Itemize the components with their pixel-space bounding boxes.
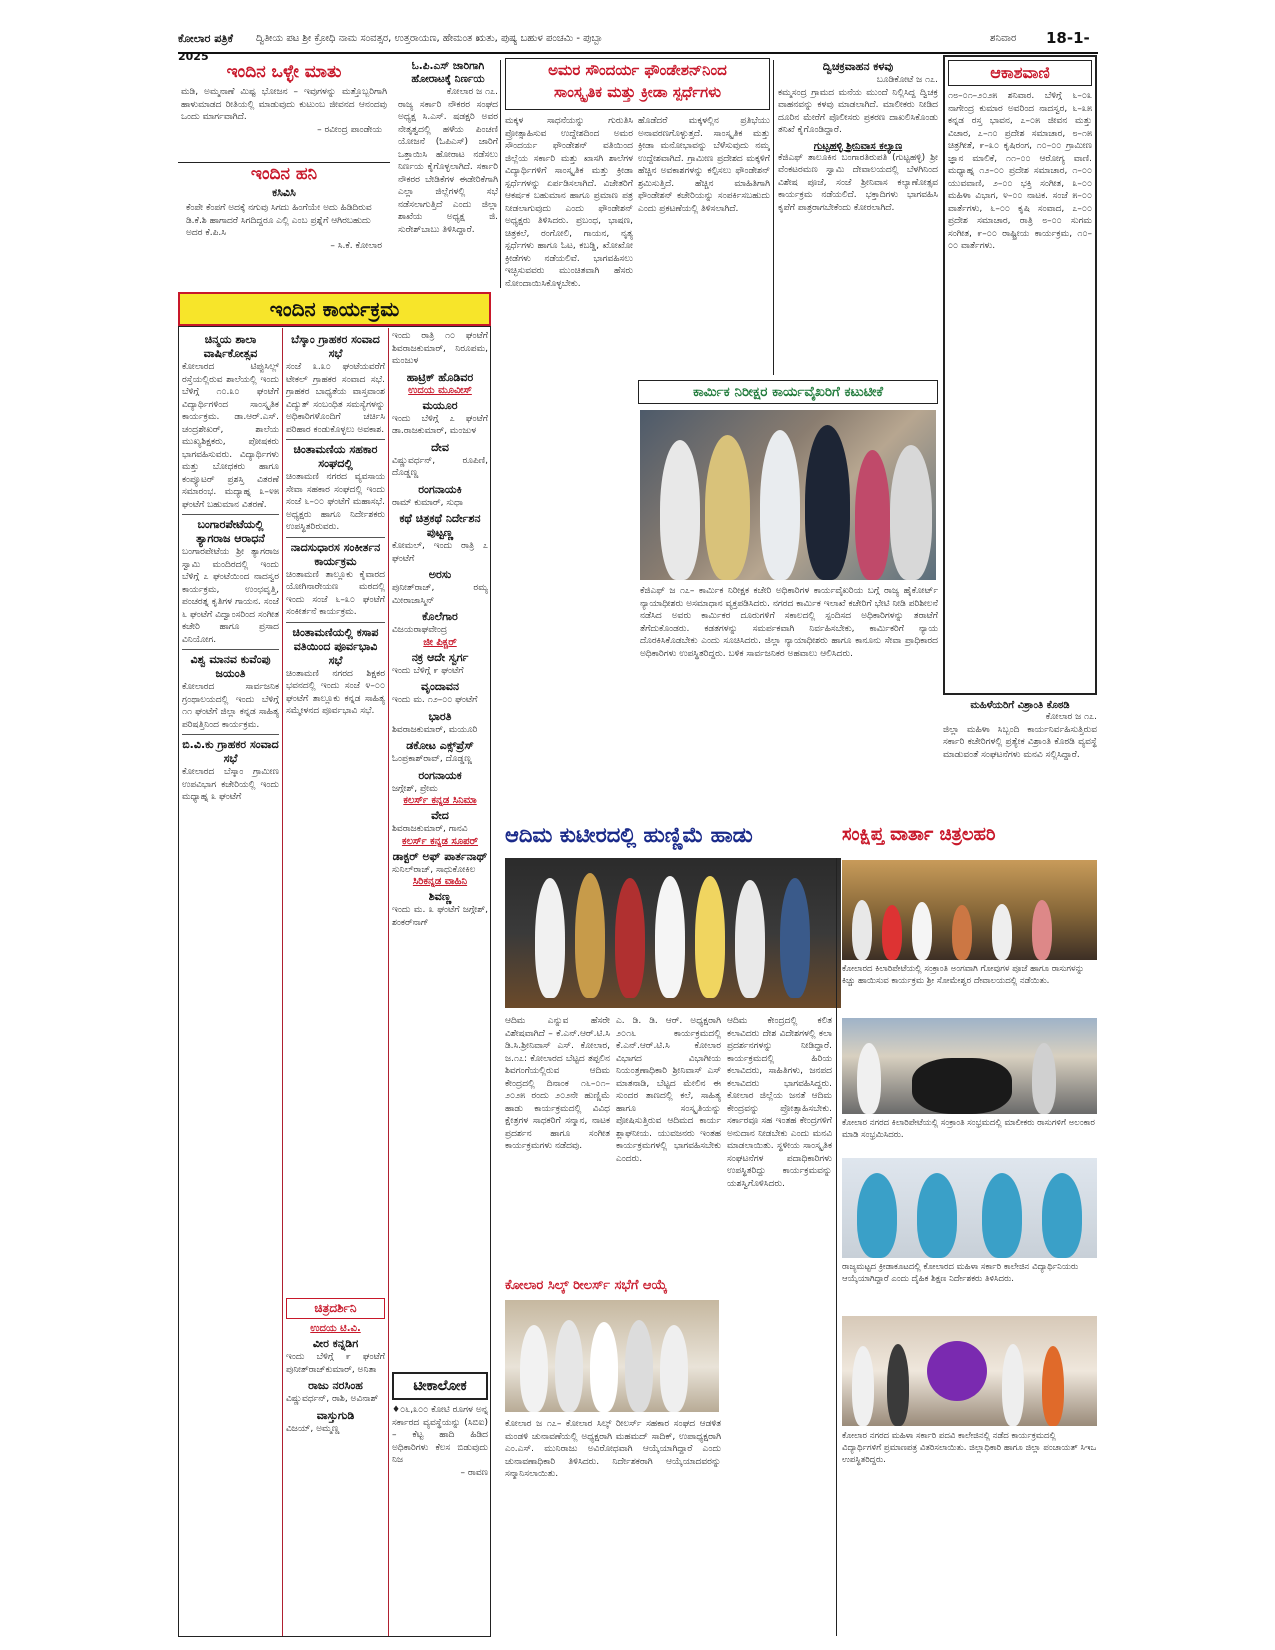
program-col-1	[182, 330, 279, 1632]
channel-label: ಉದಯ ಮೂವೀಸ್	[408, 384, 472, 396]
movie-details: ಜಗ್ಗೇಶ್, ಪ್ರೇಮ	[392, 783, 438, 794]
movie-title: ಅರಸು	[428, 568, 452, 581]
day-label: ಶನಿವಾರ	[990, 33, 1017, 44]
program-item-text: ಚಿಂತಾಮಣಿ ನಗರದ ವ್ಯವಸಾಯ ಸೇವಾ ಸಹಕಾರ ಸಂಘದಲ್ಲಿ ಇಂದು ಸಂಜೆ ೬–೦೦ ಘಂಟೆಗೆ ಮಹಾಸಭೆ. ಅಧ್ಯಕ್ಷರು ಹಾಗೂ ನಿರ್ದೇಶಕರು ಉಪಸ್ಥಿತರಿರುವರು.	[286, 472, 385, 532]
movie-title: ಮಯೂರ	[422, 398, 458, 412]
channel-label: ಉದಯ ಟಿ.ವಿ.	[310, 1323, 361, 1334]
radio-title: ಆಕಾಶವಾಣಿ	[948, 60, 1092, 86]
program-item-title: ಚಿಂತಾಮಣಿಯಲ್ಲಿ ಕಸಾಪ ವತಿಯಿಂದ ಪೂರ್ವಭಾವಿ ಸಭೆ	[292, 625, 379, 667]
program-item-title: ವಿಶ್ವ ಮಾನವ ಕುವೆಂಪು ಜಯಂತಿ	[190, 653, 271, 680]
quote-author: – ರವೀಂದ್ರ ಪಾಂಡೇಯ	[317, 124, 382, 135]
ops-title: ಓ.ಪಿ.ಎಸ್ ಜಾರಿಗಾಗಿ ಹೋರಾಟಕ್ಕೆ ನಿರ್ಣಯ	[411, 60, 485, 85]
theft-text: ಕಮ್ಮಸಂದ್ರ ಗ್ರಾಮದ ಮನೆಯ ಮುಂದೆ ನಿಲ್ಲಿಸಿದ್ದ ದ್ವಿಚಕ್ರ ವಾಹನವನ್ನು ಕಳವು ಮಾಡಲಾಗಿದೆ. ಮಾಲೀಕರು ನೀಡಿದ ದೂರಿನ ಮೇರೆಗೆ ಪೊಲೀಸರು ಪ್ರಕರಣ ದಾಖಲಿಸಿಕೊಂಡು ತನಿಖೆ ಕೈಗೊಂಡಿದ್ದಾರೆ.	[778, 87, 938, 135]
snapshot-photo-3	[842, 1158, 1097, 1258]
movie-details: ಇಂದು ಮ. ೩ ಘಂಟೆಗೆ ಜಗ್ಗೇಶ್, ಶಂಕರ್‌ನಾಗ್	[392, 905, 488, 928]
women-title: ಮಹಿಳೆಯರಿಗೆ ವಿಶ್ರಾಂತಿ ಕೊಠಡಿ	[970, 700, 1070, 711]
drop-text: ಕೆಂಪೇ ಕೆಂಪಗೆ ಅದಕ್ಕೆ ನಗುವು ಸಿಗದು ಹಿಂಗೆಯೇ ಅದು ಹಿಡಿದಿರುವ ಡಿ.ಕೆ.ಶಿ ಹಾಗಾದರೆ ಸಿಗದಿದ್ದರೂ ಎಲ್ಲಿ ಎಂಬ ಪ್ರಶ್ನೆಗೆ ಆಗಿರಬಹುದು ಅದರ ಕೆ.ಪಿ.ಸಿ	[186, 203, 372, 238]
program-item	[182, 333, 279, 511]
movie-details: ರಾಮ್ ಕುಮಾರ್, ಸುಧಾ	[392, 497, 463, 508]
channel-label: ಸಿರಿಕನ್ನಡ ವಾಹಿನಿ	[412, 876, 468, 887]
movie-details: ವಿಷ್ಣುವರ್ಧನ್, ರಾಶಿ, ಅವಿನಾಶ್	[286, 1394, 379, 1404]
movie-title: ಕಥೆ ಚಿತ್ರಕಥೆ ನಿರ್ದೇಶನ ಪುಟ್ಟಣ್ಣ	[399, 512, 481, 539]
theft-title: ದ್ವಿಚಕ್ರವಾಹನ ಕಳವು	[822, 60, 894, 73]
ops-text: ರಾಜ್ಯ ಸರ್ಕಾರಿ ನೌಕರರ ಸಂಘದ ಅಧ್ಯಕ್ಷ ಸಿ.ಎಸ್. ಷಡಕ್ಷರಿ ಅವರ ನೇತೃತ್ವದಲ್ಲಿ ಹಳೆಯ ಪಿಂಚಣಿ ಯೋಜನೆ (ಓಪಿಎಸ್) ಜಾರಿಗೆ ಒತ್ತಾಯಿಸಿ ಹೋರಾಟ ನಡೆಸಲು ನಿರ್ಣಯ ಕೈಗೊಳ್ಳಲಾಗಿದೆ. ಸರ್ಕಾರಿ ನೌಕರರ ಬೇಡಿಕೆಗಳ ಈಡೇರಿಕೆಗಾಗಿ ಎಲ್ಲಾ ಜಿಲ್ಲೆಗಳಲ್ಲಿ ಸಭೆ ನಡೆಸಲಾಗುತ್ತಿದೆ ಎಂದು ಜಿಲ್ಲಾ ಶಾಖೆಯ ಅಧ್ಯಕ್ಷ ಜಿ. ಸುರೇಶ್‌ಬಾಬು ತಿಳಿಸಿದ್ದಾರೆ.	[398, 99, 498, 235]
teekaloka-text: ♦೦೬,೩೦೦ ಕೋಟಿ ರೂಗಳ ಅನ್ನ ಸರ್ಕಾರದ ವ್ಯವಸ್ಥೆಯನ್ನು (ಸಿಬಿಐ) – ಕೆಟ್ಟ ಹಾದಿ ಹಿಡಿದ ಅಧಿಕಾರಿಗಳು ಕೆಲಸ ಬಿಡುವುದು ನಿಜ	[392, 1405, 488, 1465]
reelers-headline: ಕೋಲಾರ ಸಿಲ್ಕ್ ರೀಲರ್ಸ್ ಸಭೆಗೆ ಆಯ್ಕೆ	[505, 1278, 668, 1293]
program-item	[286, 541, 385, 619]
program-item-text: ಸಂಜೆ ೩.೩೦ ಘಂಟೆಯವರೆಗೆ ಟೇಕಲ್ ಗ್ರಾಹಕರ ಸಂವಾದ ಸಭೆ. ಗ್ರಾಹಕರ ಬಾಧ್ಯತೆಯ ವಾಸ್ತವಾಂಶ ವಿದ್ಯುತ್ ಸಂಬಂಧಿತ ಸಮಸ್ಯೆಗಳನ್ನು ಅಧಿಕಾರಿಗಳೊಂದಿಗೆ ಚರ್ಚಿಸಿ ಪರಿಹಾರ ಕಂಡುಕೊಳ್ಳಲು ಅವಕಾಶ.	[286, 362, 385, 435]
movie-details: ಓಂಪ್ರಕಾಶ್‌ರಾವ್, ದೊಡ್ಡಣ್ಣ	[392, 754, 472, 764]
women-text: ಜಿಲ್ಲಾ ಮಹಿಳಾ ಸಿಬ್ಬಂದಿ ಕಾರ್ಯನಿರ್ವಹಿಸುತ್ತಿರುವ ಸರ್ಕಾರಿ ಕಚೇರಿಗಳಲ್ಲಿ ಪ್ರತ್ಯೇಕ ವಿಶ್ರಾಂತಿ ಕೊಠಡಿ ವ್ಯವಸ್ಥೆ ಮಾಡುವಂತೆ ಸಂಘಟನೆಗಳು ಮನವಿ ಸಲ್ಲಿಸಿದ್ದಾರೆ.	[943, 724, 1097, 760]
program-item	[182, 518, 279, 646]
lead-title-line2: ಸಾಂಸ್ಕೃತಿಕ ಮತ್ತು ಕ್ರೀಡಾ ಸ್ಪರ್ಧೆಗಳು	[553, 83, 722, 101]
movie-details: ವಿಜಯ್, ಅಮ್ಮಣ್ಣ	[286, 1423, 340, 1434]
movie-title: ಡಕೋಟ ಎಕ್ಸ್‌ಪ್ರೆಸ್	[406, 739, 474, 752]
snapshot-caption-1: ಕೋಲಾರದ ಕಿಲಾರಿಪೇಟೆಯಲ್ಲಿ ಸಂಕ್ರಾಂತಿ ಅಂಗವಾಗಿ ಗೋವುಗಳ ಪೂಜೆ ಹಾಗೂ ರಾಸುಗಳನ್ನು ಕಿಚ್ಚು ಹಾಯಿಸುವ ಕಾರ್ಯಕ್ರಮ ಶ್ರೀ ಸೋಮೇಶ್ವರ ದೇವಾಲಯದಲ್ಲಿ ನಡೆಯಿತು.	[842, 964, 1085, 986]
movie-details: ಸುನಿಲ್‌ರಾಜ್, ಸಾಧುಕೋಕಿಲ	[392, 864, 476, 875]
drop-author: – ಸಿ.ಕೆ. ಕೋಲಾರ	[330, 240, 382, 251]
lead-text-b: ಹೊಡೆದರೆ ಮಕ್ಕಳಲ್ಲಿನ ಪ್ರತಿಭೆಯು ಅನಾವರಣಗೊಳ್ಳುತ್ತದೆ. ಸಾಂಸ್ಕೃತಿಕ ಮತ್ತು ಕ್ರೀಡಾ ಮನೋಭಾವನ್ನು ಬೆಳೆಸುವುದು ನಮ್ಮ ಉದ್ದೇಶವಾಗಿದೆ. ಗ್ರಾಮೀಣ ಪ್ರದೇಶದ ಮಕ್ಕಳಿಗೆ ಹೆಚ್ಚಿನ ಅವಕಾಶಗಳನ್ನು ಕಲ್ಪಿಸಲು ಫೌಂಡೇಶನ್ ಶ್ರಮಿಸುತ್ತಿದೆ. ಹೆಚ್ಚಿನ ಮಾಹಿತಿಗಾಗಿ ಫೌಂಡೇಶನ್ ಕಚೇರಿಯನ್ನು ಸಂಪರ್ಕಿಸಬಹುದು ಎಂದು ಪ್ರಕಟಣೆಯಲ್ಲಿ ತಿಳಿಸಲಾಗಿದೆ.	[638, 116, 770, 214]
snapshot-photo-1	[842, 860, 1097, 960]
labour-text: ಕೆಜಿಎಫ್ ಜ ೧೭– ಕಾರ್ಮಿಕ ನಿರೀಕ್ಷಕ ಕಚೇರಿ ಅಧಿಕಾರಿಗಳ ಕಾರ್ಯವೈಖರಿಯ ಬಗ್ಗೆ ರಾಜ್ಯ ಹೈಕೋರ್ಟ್ ನ್ಯಾಯಾಧೀಶರು ಅಸಮಾಧಾನ ವ್ಯಕ್ತಪಡಿಸಿದರು. ನಗರದ ಕಾರ್ಮಿಕ ಇಲಾಖೆ ಕಚೇರಿಗೆ ಭೇಟಿ ನೀಡಿ ಪರಿಶೀಲನೆ ನಡೆಸಿದ ಅವರು ಕಾರ್ಮಿಕರ ದೂರುಗಳಿಗೆ ಸಕಾಲದಲ್ಲಿ ಸ್ಪಂದಿಸದ ಅಧಿಕಾರಿಗಳನ್ನು ತರಾಟೆಗೆ ತೆಗೆದುಕೊಂಡರು. ಕಡತಗಳನ್ನು ಸಮರ್ಪಕವಾಗಿ ನಿರ್ವಹಿಸಬೇಕು, ಕಾರ್ಮಿಕರಿಗೆ ನ್ಯಾಯ ದೊರಕಿಸಿಕೊಡಬೇಕು ಎಂದು ಸೂಚಿಸಿದರು. ಜಿಲ್ಲಾ ನ್ಯಾಯಾಧೀಶರು ಹಾಗೂ ಕಾನೂನು ಸೇವಾ ಪ್ರಾಧಿಕಾರದ ಅಧಿಕಾರಿಗಳು ಉಪಸ್ಥಿತರಿದ್ದರು. ಬಳಿಕ ಸಾರ್ವಜನಿಕರ ಅಹವಾಲು ಆಲಿಸಿದರು.	[640, 586, 938, 659]
chitradarshini	[286, 1298, 385, 1634]
lead-title-line1: ಅಮರ ಸೌಂದರ್ಯ ಫೌಂಡೇಶನ್‌ನಿಂದ	[548, 61, 727, 79]
lead-headline	[505, 58, 770, 110]
program-col-3	[392, 330, 488, 1365]
labour-headline: ಕಾರ್ಮಿಕ ನಿರೀಕ್ಷರ ಕಾರ್ಯವೈಖರಿಗೆ ಕಟುಟೀಕೆ	[638, 380, 938, 404]
program-item-title: ಚಿನ್ಮಯ ಶಾಲಾ ವಾರ್ಷಿಕೋತ್ಸವ	[203, 333, 258, 360]
program-item	[286, 626, 385, 718]
program-item-text: ಚಿಂತಾಮಣಿ ತಾಲ್ಲೂಕು ಕೈವಾರದ ಯೋಗಿನಾರೇಯಣ ಮಠದಲ್ಲಿ ಇಂದು ಸಂಜೆ ೬–೩೦ ಘಂಟೆಗೆ ಸಂಕೀರ್ತನೆ ಕಾರ್ಯಕ್ರಮ.	[286, 569, 385, 617]
movie-title: ರಾಜು ನರಸಿಂಹ	[308, 1379, 363, 1392]
snapshot-caption-4: ಕೋಲಾರ ನಗರದ ಮಹಿಳಾ ಸರ್ಕಾರಿ ಪದವಿ ಕಾಲೇಜಿನಲ್ಲಿ ನಡೆದ ಕಾರ್ಯಕ್ರಮದಲ್ಲಿ ವಿದ್ಯಾರ್ಥಿಗಳಿಗೆ ಪ್ರಮಾಣಪತ್ರ ವಿತರಿಸಲಾಯಿತು. ಜಿಲ್ಲಾಧಿಕಾರಿ ಹಾಗೂ ಜಿಲ್ಲಾ ಪಂಚಾಯತ್ ಸಿಇಒ ಉಪಸ್ಥಿತರಿದ್ದರು.	[842, 1431, 1097, 1465]
movie-title: ನಕ್ರ ಆದೇ ಸ್ವರ್ಗ	[411, 650, 469, 664]
radio-box	[943, 55, 1097, 695]
movie-details: ಇಂದು ಬೆಳಿಗ್ಗೆ ೭ ಘಂಟೆಗೆ ಡಾ.ರಾಜಕುಮಾರ್, ಮಂಜುಳ	[392, 413, 488, 436]
program-item	[182, 738, 279, 804]
aadima-text-b: ಎ. ಡಿ. ಡಿ. ಆರ್. ಅಧ್ಯಕ್ಷರಾಗಿ ೨೦೧೬ ಕಾರ್ಯಕ್ರಮದಲ್ಲಿ ಕೆ.ಎನ್.ಆರ್.ಟಿ.ಸಿ ಕೋಲಾರ ವಿಭಾಗದ ವಿಭಾಗೀಯ ನಿಯಂತ್ರಣಾಧಿಕಾರಿ ಶ್ರೀನಿವಾಸ್ ಎಸ್ ಮಾತನಾಡಿ, ಬೆಟ್ಟದ ಮೇಲಿನ ಈ ಸುಂದರ ತಾಣದಲ್ಲಿ ಕಲೆ, ಸಾಹಿತ್ಯ ಹಾಗೂ ಸಂಸ್ಕೃತಿಯನ್ನು ಪೋಷಿಸುತ್ತಿರುವ ಆದಿಮದ ಕಾರ್ಯ ಶ್ಲಾಘನೀಯ. ಯುವಜನರು ಇಂತಹ ಕಾರ್ಯಕ್ರಮಗಳಲ್ಲಿ ಭಾಗವಹಿಸಬೇಕು ಎಂದರು.	[616, 1016, 721, 1164]
movie-title: ವೀರ ಕನ್ನಡಿಗ	[312, 1337, 359, 1350]
movie-details: ಪುನೀತ್‌ರಾಜ್, ರಮ್ಯ ಮೀರಾಜಾಸ್ಮಿನ್	[392, 583, 488, 606]
program-item-text: ಕೋಲಾರದ ಸಾರ್ವಜನಿಕ ಗ್ರಂಥಾಲಯದಲ್ಲಿ ಇಂದು ಬೆಳಿಗ್ಗೆ ೧೧ ಘಂಟೆಗೆ ಜಿಲ್ಲಾ ಕನ್ನಡ ಸಾಹಿತ್ಯ ಪರಿಷತ್ತಿನಿಂದ ಕಾರ್ಯಕ್ರಮ.	[182, 682, 279, 730]
program-banner: ಇಂದಿನ ಕಾರ್ಯಕ್ರಮ	[178, 292, 491, 326]
radio-text: ೧೮–೦೧–೨೦೨೫ ಶನಿವಾರ. ಬೆಳಿಗ್ಗೆ ೬–೦೩ ನಾಗೇಂದ್ರ ಕುಮಾರ ಅವರಿಂದ ನಾದಸ್ವರ, ೬–೩೫ ಕನ್ನಡ ರಸ್ತ ಭಾವನ, ೭–೦೫ ಜೀವನ ಮತ್ತು ವಿಚಾರ, ೭–೧೦ ಪ್ರದೇಶ ಸಮಾಚಾರ, ೮–೧೫ ಚಿತ್ರಗೀತೆ, ೯–೩೦ ಕೃಷಿರಂಗ, ೧೦–೦೦ ಗ್ರಾಮೀಣ ಜ್ಞಾನ ಮಾಲಿಕೆ, ೧೧–೦೦ ಆರೋಗ್ಯ ವಾಣಿ. ಮಧ್ಯಾಹ್ನ ೧೨–೦೦ ಪ್ರದೇಶ ಸಮಾಚಾರ, ೧–೦೦ ಯುವವಾಣಿ, ೨–೦೦ ಭಕ್ತಿ ಸಂಗೀತ, ೩–೦೦ ಮಹಿಳಾ ವಿಭಾಗ, ೪–೦೦ ನಾಟಕ. ಸಂಜೆ ೫–೦೦ ವಾರ್ತೆಗಳು, ೬–೦೦ ಕೃಷಿ ಸಂವಾದ, ೭–೦೦ ಪ್ರದೇಶ ಸಮಾಚಾರ, ರಾತ್ರಿ ೮–೦೦ ಸುಗಮ ಸಂಗೀತ, ೯–೦೦ ರಾಷ್ಟ್ರೀಯ ಕಾರ್ಯಕ್ರಮ, ೧೦–೦೦ ವಾರ್ತೆಗಳು.	[948, 91, 1092, 251]
drop-subtitle: ಕಸಿವಿಸಿ	[272, 186, 296, 199]
movie-title: ಭಾರತಿ	[428, 709, 452, 723]
movie-details: ಇಂದು ಬೆಳಿಗ್ಗೆ ೯ ಘಂಟೆಗೆ ಪುನೀತ್‌ರಾಜ್‌ಕುಮಾರ್, ಅನಿತಾ	[286, 1352, 385, 1375]
drop-box	[178, 164, 390, 288]
program-item	[286, 333, 385, 436]
snapshots-headline: ಸಂಕ್ಷಿಪ್ತ ವಾರ್ತಾ ಚಿತ್ರಲಹರಿ	[842, 824, 996, 845]
aadima-headline: ಆದಿಮ ಕುಟೀರದಲ್ಲಿ ಹುಣ್ಣಿಮೆ ಹಾಡು	[505, 823, 753, 847]
reelers-text: ಕೋಲಾರ ಜ ೧೭– ಕೋಲಾರ ಸಿಲ್ಕ್ ರೀಲರ್ಸ್ ಸಹಕಾರ ಸಂಘದ ಆಡಳಿತ ಮಂಡಳಿ ಚುನಾವಣೆಯಲ್ಲಿ ಅಧ್ಯಕ್ಷರಾಗಿ ಮಹಮದ್ ಸಾದಿಕ್, ಉಪಾಧ್ಯಕ್ಷರಾಗಿ ಎಂ.ಎಸ್. ಮುನಿರಾಜು ಅವಿರೋಧವಾಗಿ ಆಯ್ಕೆಯಾಗಿದ್ದಾರೆ ಎಂದು ಚುನಾವಣಾಧಿಕಾರಿ ತಿಳಿಸಿದರು. ನಿರ್ದೇಶಕರಾಗಿ ಆಯ್ಕೆಯಾದವರನ್ನು ಸನ್ಮಾನಿಸಲಾಯಿತು.	[505, 1419, 721, 1479]
movie-title: ವಾಸ್ತುಗುಡಿ	[316, 1408, 355, 1422]
lead-text-a: ಮಕ್ಕಳ ಸಾಧನೆಯನ್ನು ಗುರುತಿಸಿ ಪ್ರೋತ್ಸಾಹಿಸುವ ಉದ್ದೇಶದಿಂದ ಅಮರ ಸೌಂದರ್ಯ ಫೌಂಡೇಶನ್ ವತಿಯಿಂದ ಜಿಲ್ಲೆಯ ಸರ್ಕಾರಿ ಮತ್ತು ಖಾಸಗಿ ಶಾಲೆಗಳ ವಿದ್ಯಾರ್ಥಿಗಳಿಗೆ ಸಾಂಸ್ಕೃತಿಕ ಮತ್ತು ಕ್ರೀಡಾ ಸ್ಪರ್ಧೆಗಳನ್ನು ಏರ್ಪಡಿಸಲಾಗಿದೆ. ವಿಜೇತರಿಗೆ ಆಕರ್ಷಕ ಬಹುಮಾನ ಹಾಗೂ ಪ್ರಮಾಣ ಪತ್ರ ನೀಡಲಾಗುವುದು ಎಂದು ಫೌಂಡೇಶನ್ ಅಧ್ಯಕ್ಷರು ತಿಳಿಸಿದರು. ಪ್ರಬಂಧ, ಭಾಷಣ, ಚಿತ್ರಕಲೆ, ರಂಗೋಲಿ, ಗಾಯನ, ನೃತ್ಯ ಸ್ಪರ್ಧೆಗಳು ಹಾಗೂ ಓಟ, ಕಬಡ್ಡಿ, ಖೋಖೋ ಕ್ರೀಡೆಗಳು ನಡೆಯಲಿವೆ. ಭಾಗವಹಿಸಲು ಇಚ್ಛಿಸುವವರು ಮುಂಚಿತವಾಗಿ ಹೆಸರು ನೋಂದಾಯಿಸಿಕೊಳ್ಳಬೇಕು.	[505, 116, 633, 289]
program-item-text: ಬಂಗಾರಪೇಟೆಯ ಶ್ರೀ ತ್ಯಾಗರಾಜ ಸ್ವಾಮಿ ಮಂದಿರದಲ್ಲಿ ಇಂದು ಬೆಳಿಗ್ಗೆ ೭ ಘಂಟೆಯಿಂದ ನಾದಸ್ವರ ಕಾರ್ಯಕ್ರಮ, ಉಂಛವೃತ್ತಿ, ಪಂಚರತ್ನ ಕೃತಿಗಳ ಗಾಯನ. ಸಂಜೆ ೬ ಘಂಟೆಗೆ ವಿದ್ವಾಂಸರಿಂದ ಸಂಗೀತ ಕಚೇರಿ ಹಾಗೂ ಪ್ರಸಾದ ವಿನಿಯೋಗ.	[182, 547, 279, 645]
program-item-title: ಬೆಸ್ಕಾಂ ಗ್ರಾಹಕರ ಸಂವಾದ ಸಭೆ	[291, 333, 380, 360]
teekaloka-title: ಟೀಕಾಲೋಕ	[392, 1372, 488, 1400]
paper-name: ಕೋಲಾರ ಪತ್ರಿಕೆ	[178, 32, 233, 45]
theft-story	[778, 60, 938, 375]
date-label: 18-1-	[1046, 29, 1090, 47]
snapshot-caption-2: ಕೋಲಾರ ನಗರದ ಕಿಲಾರಿಪೇಟೆಯಲ್ಲಿ ಸಂಕ್ರಾಂತಿ ಸಂಭ್ರಮದಲ್ಲಿ ಮಾಲೀಕರು ರಾಸುಗಳಿಗೆ ಅಲಂಕಾರ ಮಾಡಿ ಸಂಭ್ರಮಿಸಿದರು.	[842, 1118, 1095, 1140]
movie-details: ವಿಷ್ಣುವರ್ಧನ್, ರೂಪಿಣಿ, ದೊಡ್ಡಣ್ಣ	[392, 455, 488, 478]
movie-details: ಶಿವರಾಜಕುಮಾರ್, ಗಾನವಿ	[392, 824, 468, 834]
program-item-text: ಕೋಲಾರದ ಟಿಪ್ಪುಸಿಲ್ಲ್ ರಸ್ತೆಯಲ್ಲಿರುವ ಶಾಲೆಯಲ್ಲಿ ಇಂದು ಬೆಳಿಗ್ಗೆ ೧೦.೩೦ ಘಂಟೆಗೆ ವಿದ್ಯಾರ್ಥಿಗಳಿಂದ ಸಾಂಸ್ಕೃತಿಕ ಕಾರ್ಯಕ್ರಮ. ಡಾ.ಆರ್.ಎಸ್. ಚಂದ್ರಶೇಖರ್, ಶಾಲೆಯ ಮುಖ್ಯಶಿಕ್ಷಕರು, ಪೋಷಕರು ಭಾಗವಹಿಸುವರು. ವಿದ್ಯಾರ್ಥಿಗಳು ಮತ್ತು ಬೋಧಕರು ಹಾಗೂ ಕಂಪ್ಯೂಟರ್ ಪ್ರಶಸ್ತಿ ವಿತರಣೆ ಸಮಾರಂಭ. ಮದ್ಯಾಹ್ನ ೩–೪೫ ಘಂಟೆಗೆ ಬಹುಮಾನ ವಿತರಣೆ.	[182, 362, 279, 510]
movie-title: ದೇವ	[431, 440, 449, 454]
program-item-title: ಬಂಗಾರಪೇಟೆಯಲ್ಲಿ ತ್ಯಾಗರಾಜ ಆರಾಧನೆ	[196, 518, 265, 545]
temple-text: ಕೆಜಿಎಫ್ ತಾಲೂಕಿನ ಬಂಗಾರತಿರುಪತಿ (ಗುಟ್ಟಹಳ್ಳಿ) ಶ್ರೀ ವೆಂಕಟರಮಣ ಸ್ವಾಮಿ ದೇವಾಲಯದಲ್ಲಿ ಬೆಳಗಿನಿಂದ ವಿಶೇಷ ಪೂಜೆ, ಸಂಜೆ ಶ್ರೀನಿವಾಸ ಕಲ್ಯಾಣೋತ್ಸವ ಕಾರ್ಯಕ್ರಮ ನಡೆಯಲಿದೆ. ಭಕ್ತಾದಿಗಳು ಭಾಗವಹಿಸಿ ಕೃಪೆಗೆ ಪಾತ್ರರಾಗಬೇಕೆಂದು ಕೋರಲಾಗಿದೆ.	[778, 152, 938, 213]
movie-details: ವಿಜಯರಾಘವೇಂದ್ರ	[392, 625, 448, 635]
theft-dateline: ಬೂಡಿಕೋಟೆ ಜ ೧೭.	[876, 75, 938, 85]
ops-story	[398, 60, 498, 285]
quote-box	[178, 60, 390, 157]
movie-details: ಕೋಮಲ್, ಇಂದು ರಾತ್ರಿ ೭ ಘಂಟೆಗೆ	[392, 541, 488, 564]
program-item-text: ಚಿಂತಾಮಣಿ ನಗರದ ಶಿಕ್ಷಕರ ಭವನದಲ್ಲಿ ಇಂದು ಸಂಜೆ ೪–೦೦ ಘಂಟೆಗೆ ತಾಲ್ಲೂಕು ಕನ್ನಡ ಸಾಹಿತ್ಯ ಸಮ್ಮೇಳನದ ಪೂರ್ವಭಾವಿ ಸಭೆ.	[286, 668, 385, 716]
program-item-text: ಕೋಲಾರದ ಬೆಸ್ಕಾಂ ಗ್ರಾಮೀಣ ಉಪವಿಭಾಗ ಕಚೇರಿಯಲ್ಲಿ ಇಂದು ಮಧ್ಯಾಹ್ನ ೩ ಘಂಟೆಗೆ	[182, 767, 279, 802]
teekaloka-author: – ರಾವಣ	[460, 1467, 488, 1478]
tv-intro: ಇಂದು ರಾತ್ರಿ ೧೦ ಘಂಟೆಗೆ ಶಿವರಾಜಕುಮಾರ್, ನಿರೂಪಮ, ಮಂಜುಳ	[392, 331, 488, 366]
movie-details: ಇಂದು ಬೆಳಿಗ್ಗೆ ೯ ಘಂಟೆಗೆ	[392, 665, 464, 676]
program-item-title: ಚಿಂತಾಮಣಿಯ ಸಹಕಾರ ಸಂಘದಲ್ಲಿ	[293, 443, 378, 470]
program-item-title: ಬಿ.ವಿ.ಕು ಗ್ರಾಹಕರ ಸಂವಾದ ಸಭೆ	[182, 738, 279, 765]
movie-title: ವೃಂದಾವನ	[420, 680, 460, 693]
channel-label: ಜೀ ಪಿಕ್ಚರ್	[423, 636, 457, 648]
program-item-title: ನಾದಸುಧಾರಸ ಸಂಕೀರ್ತನ ಕಾರ್ಯಕ್ರಮ	[290, 540, 381, 568]
lead-text-continued	[505, 375, 633, 800]
program-item	[286, 443, 385, 534]
movie-details: ಇಂದು ಮ. ೧೨–೦೦ ಘಂಟೆಗೆ	[392, 695, 478, 705]
movie-details: ಶಿವರಾಜಕುಮಾರ್, ಮಯೂರಿ	[392, 724, 478, 735]
movie-title: ವೇದ	[431, 809, 449, 822]
channel-label: ಕಲರ್ಸ್ ಕನ್ನಡ ಸಿನಿಮಾ	[403, 795, 477, 806]
program-item	[182, 653, 279, 731]
movie-title: ಹಾಟ್ರಿಕ್ ಹೊಡಿವರ	[406, 370, 474, 384]
labour-photo	[640, 410, 936, 580]
year-label: 2025	[178, 50, 209, 63]
movie-title: ರಂಗನಾಯಕಿ	[418, 482, 462, 496]
masthead-bar	[178, 28, 1098, 54]
program-col-2	[286, 330, 385, 1290]
aadima-text-c: ಆದಿಮ ಕೇಂದ್ರದಲ್ಲಿ ಕಲಿತ ಕಲಾವಿದರು ದೇಶ ವಿದೇಶಗಳಲ್ಲಿ ಕಲಾ ಪ್ರದರ್ಶನಗಳನ್ನು ನೀಡಿದ್ದಾರೆ. ಕಾರ್ಯಕ್ರಮದಲ್ಲಿ ಹಿರಿಯ ಕಲಾವಿದರು, ಸಾಹಿತಿಗಳು, ಜನಪದ ಕಲಾವಿದರು ಭಾಗವಹಿಸಿದ್ದರು. ಕೋಲಾರ ಜಿಲ್ಲೆಯ ಜನತೆ ಆದಿಮ ಕೇಂದ್ರವನ್ನು ಪ್ರೋತ್ಸಾಹಿಸಬೇಕು. ಸರ್ಕಾರವೂ ಸಹ ಇಂತಹ ಕೇಂದ್ರಗಳಿಗೆ ಅನುದಾನ ನೀಡಬೇಕು ಎಂದು ಮನವಿ ಮಾಡಲಾಯಿತು. ಸ್ಥಳೀಯ ಸಾಂಸ್ಕೃತಿಕ ಸಂಘಟನೆಗಳ ಪದಾಧಿಕಾರಿಗಳು ಉಪಸ್ಥಿತರಿದ್ದು ಕಾರ್ಯಕ್ರಮವನ್ನು ಯಶಸ್ವಿಗೊಳಿಸಿದರು.	[727, 1016, 832, 1189]
reelers-photo	[505, 1300, 719, 1412]
women-dateline: ಕೋಲಾರ ಜ ೧೭.	[1045, 712, 1097, 722]
aadima-photo	[505, 858, 841, 1008]
snapshot-caption-3: ರಾಜ್ಯಮಟ್ಟದ ಕ್ರೀಡಾಕೂಟದಲ್ಲಿ ಕೋಲಾರದ ಮಹಿಳಾ ಸರ್ಕಾರಿ ಕಾಲೇಜಿನ ವಿದ್ಯಾರ್ಥಿನಿಯರು ಆಯ್ಕೆಯಾಗಿದ್ದಾರೆ ಎಂದು ದೈಹಿಕ ಶಿಕ್ಷಣ ನಿರ್ದೇಶಕರು ತಿಳಿಸಿದರು.	[842, 1262, 1079, 1284]
chitradarshini-title: ಚಿತ್ರದರ್ಶಿನಿ	[286, 1298, 385, 1319]
movie-title: ಕೊಲೆಗಾರ	[422, 610, 458, 623]
ops-dateline: ಕೋಲಾರ ಜ ೧೭.	[446, 87, 498, 97]
snapshot-photo-2	[842, 1018, 1097, 1114]
drop-title: ಇಂದಿನ ಹನಿ	[250, 164, 318, 184]
movie-title: ಡಾಕ್ಟರ್ ಅಫ್ ಪಾರ್ತನಾಥ್	[392, 849, 488, 863]
women-story	[943, 700, 1097, 810]
calendar-line: ದ್ವಿತೀಯ ಪಟ ಶ್ರೀ ಕ್ರೋಧಿ ನಾಮ ಸಂವತ್ಸರ, ಉತ್ತರಾಯಣ, ಹೇಮಂತ ಋತು, ಪುಷ್ಯ ಬಹುಳ ಪಂಚಮಿ - ಪುಬ್ಬಾ	[256, 33, 603, 44]
temple-title: ಗುಟ್ಟಹಳ್ಳಿ ಶ್ರೀನಿವಾಸ ಕಲ್ಯಾಣ	[813, 140, 903, 152]
quote-text: ಮಡಿ, ಅಮ್ಮನಾಣೆ ಮಿಷ್ಟ ಭೋಜನ – ಇವುಗಳನ್ನು ಮತ್ತೊಬ್ಬರಿಗಾಗಿ ಹಾಳುಮಾಡದ ರೀತಿಯಲ್ಲಿ ಮಾಡುವುದು ಕುಟುಂಬ ಜೀವನದ ಆನಂದವು ಒಂದು ಮಾರ್ಗವಾಗಿದೆ.	[181, 87, 387, 122]
movie-title: ಶಿವಣ್ಣ	[428, 890, 452, 903]
teekaloka	[392, 1372, 488, 1634]
channel-label: ಕಲರ್ಸ್ ಕನ್ನಡ ಸೂಪರ್	[401, 835, 479, 847]
movie-title: ರಂಗನಾಯಕ	[418, 768, 462, 782]
snapshot-photo-4	[842, 1316, 1097, 1426]
aadima-text-a: ಆದಿಮ ಎನ್ನುವ ಹೆಸರೇ ವಿಶೇಷವಾಗಿದೆ – ಕೆ.ಎನ್.ಆರ್.ಟಿ.ಸಿ ಡಿ.ಸಿ.ಶ್ರೀನಿವಾಸ್ ಎಸ್. ಕೋಲಾರ, ಜ.೧೭: ಕೋಲಾರದ ಬೆಟ್ಟದ ತಪ್ಪಲಿನ ಶಿವಗಂಗೆಯಲ್ಲಿರುವ ಆದಿಮ ಕೇಂದ್ರದಲ್ಲಿ ದಿನಾಂಕ ೧೬–೦೧–೨೦೨೫ ರಂದು ೨೦೨ನೇ ಹುಣ್ಣಿಮೆ ಹಾಡು ಕಾರ್ಯಕ್ರಮದಲ್ಲಿ ವಿವಿಧ ಕ್ಷೇತ್ರಗಳ ಸಾಧಕರಿಗೆ ಸನ್ಮಾನ, ನಾಟಕ ಪ್ರದರ್ಶನ ಹಾಗೂ ಸಂಗೀತ ಕಾರ್ಯಕ್ರಮಗಳು ನಡೆದವು.	[505, 1016, 610, 1151]
quote-title: ಇಂದಿನ ಒಳ್ಳೇ ಮಾತು	[226, 62, 342, 82]
